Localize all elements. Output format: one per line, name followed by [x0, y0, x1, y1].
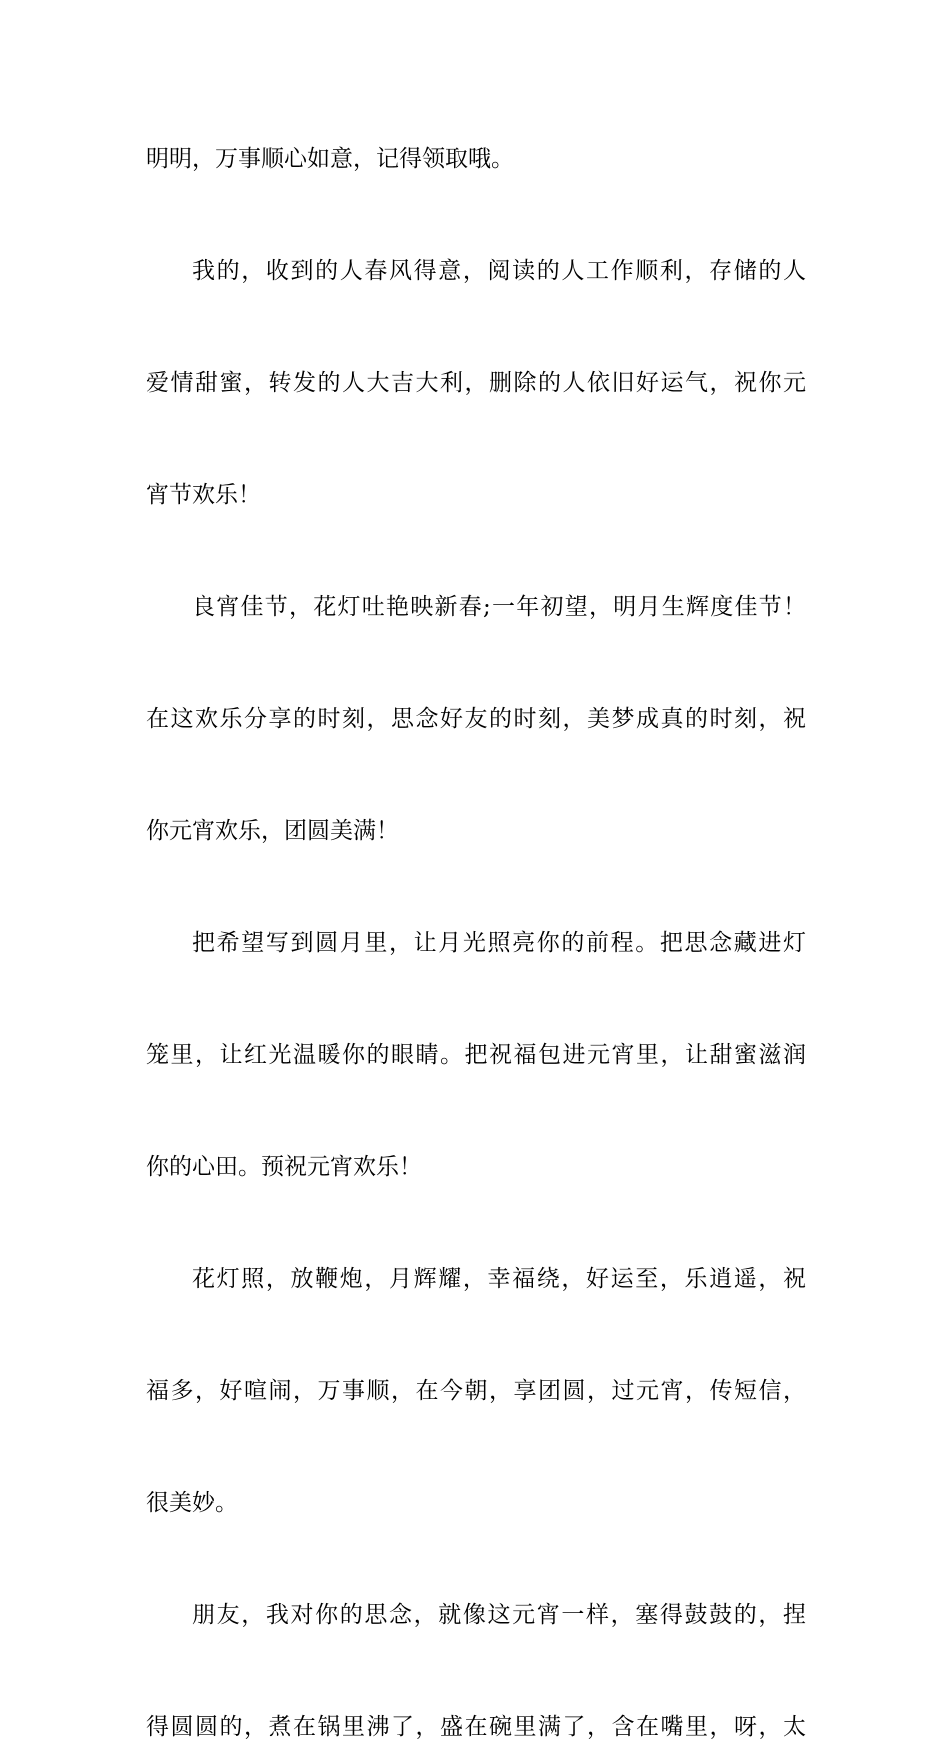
paragraph-1 [146, 131, 806, 187]
paragraph-line: 很美妙。 [146, 1490, 238, 1516]
line-spacing [146, 747, 806, 803]
paragraph-5 [146, 1251, 806, 1531]
paragraph-spacing [146, 523, 806, 579]
paragraph-line: 笼里，让红光温暖你的眼睛。把祝福包进元宵里，让甜蜜滋润 [146, 1042, 806, 1068]
paragraph-line: 我的，收到的人春风得意，阅读的人工作顺利，存储的人 [192, 258, 806, 284]
paragraph-line: 宵节欢乐！ [146, 482, 261, 508]
line-spacing [146, 411, 806, 467]
line-spacing [146, 1419, 806, 1475]
paragraph-line: 你的心田。预祝元宵欢乐！ [146, 1154, 422, 1180]
line-spacing [146, 1083, 806, 1139]
paragraph-spacing [146, 1531, 806, 1587]
line-spacing [146, 299, 806, 355]
line-spacing [146, 635, 806, 691]
paragraph-spacing [146, 1195, 806, 1251]
paragraph-line: 良宵佳节，花灯吐艳映新春;一年初望，明月生辉度佳节！ [192, 594, 806, 620]
paragraph-2 [146, 243, 806, 523]
line-spacing [146, 1643, 806, 1699]
document-body [146, 131, 806, 1755]
paragraph-4 [146, 915, 806, 1195]
paragraph-line: 在这欢乐分享的时刻，思念好友的时刻，美梦成真的时刻，祝 [146, 706, 806, 732]
paragraph-line: 得圆圆的，煮在锅里沸了，盛在碗里满了，含在嘴里，呀，太 [146, 1714, 806, 1740]
paragraph-spacing [146, 859, 806, 915]
paragraph-spacing [146, 187, 806, 243]
paragraph-line: 爱情甜蜜，转发的人大吉大利，删除的人依旧好运气，祝你元 [146, 370, 806, 396]
paragraph-line: 福多，好喧闹，万事顺，在今朝，享团圆，过元宵，传短信， [146, 1378, 806, 1404]
paragraph-line: 你元宵欢乐，团圆美满！ [146, 818, 399, 844]
paragraph-line: 花灯照，放鞭炮，月辉耀，幸福绕，好运至，乐逍遥，祝 [192, 1266, 806, 1292]
line-spacing [146, 1307, 806, 1363]
paragraph-line: 把希望写到圆月里，让月光照亮你的前程。把思念藏进灯 [192, 930, 806, 956]
paragraph-line: 朋友，我对你的思念，就像这元宵一样，塞得鼓鼓的，捏 [192, 1602, 806, 1628]
paragraph-6 [146, 1587, 806, 1755]
paragraph-line: 明明，万事顺心如意，记得领取哦。 [146, 146, 514, 172]
paragraph-3 [146, 579, 806, 859]
line-spacing [146, 971, 806, 1027]
